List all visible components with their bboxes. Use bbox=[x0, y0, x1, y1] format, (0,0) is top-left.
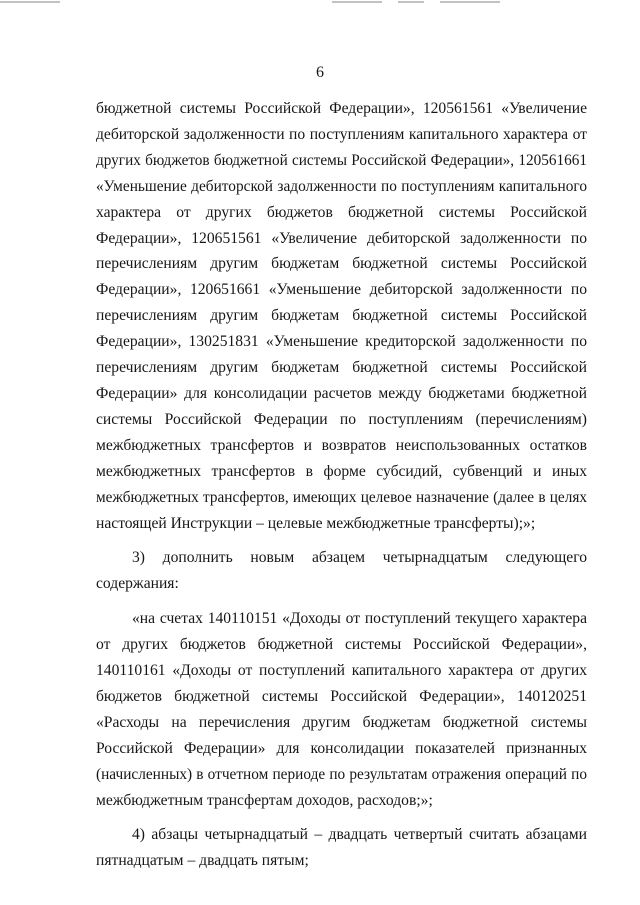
scan-edge-artifact bbox=[0, 0, 640, 5]
text-line: Федерации» для консолидации расчетов между бюджетами бюджетной bbox=[96, 384, 587, 402]
paragraph-continuation bbox=[96, 96, 587, 536]
text-line: бюджетов бюджетной системы Российской Федерации», 140120251 bbox=[96, 687, 587, 705]
text-line: «Уменьшение дебиторской задолженности по поступлениям капитального bbox=[96, 177, 587, 195]
text-line: Федерации», 120651561 «Увеличение дебиторской задолженности по bbox=[96, 229, 587, 247]
page-number: 6 bbox=[316, 64, 324, 81]
paragraph-item-3 bbox=[96, 545, 587, 597]
text-line: от других бюджетов бюджетной системы Российской Федерации», bbox=[96, 636, 587, 654]
text-line: перечислениям другим бюджетам бюджетной системы Российской bbox=[96, 359, 587, 377]
text-line: других бюджетов бюджетной системы Российской Федерации», 120561661 bbox=[96, 151, 587, 169]
text-line: системы Российской Федерации по поступлениям (перечислениям) bbox=[96, 410, 587, 428]
text-line: межбюджетным трансфертам доходов, расходов;»; bbox=[96, 791, 433, 809]
text-line: «на счетах 140110151 «Доходы от поступлений текущего характера bbox=[132, 610, 587, 628]
text-line: 4) абзацы четырнадцатый – двадцать четвертый считать абзацами bbox=[132, 826, 587, 844]
text-line: настоящей Инструкции – целевые межбюджетные трансферты);»; bbox=[96, 514, 536, 532]
text-line: межбюджетных трансфертов в форме субсидий, субвенций и иных bbox=[96, 462, 587, 480]
text-line: дебиторской задолженности по поступлениям капитального характера от bbox=[96, 125, 587, 143]
text-line: межбюджетных трансфертов, имеющих целевое назначение (далее в целях bbox=[96, 488, 587, 506]
document-body bbox=[96, 96, 587, 874]
text-line: пятнадцатым – двадцать пятым; bbox=[96, 852, 309, 870]
text-line: характера от других бюджетов бюджетной системы Российской bbox=[96, 203, 587, 221]
text-line: 3) дополнить новым абзацем четырнадцатым следующего bbox=[132, 549, 587, 567]
text-line: Федерации», 120651661 «Уменьшение дебиторской задолженности по bbox=[96, 281, 587, 299]
text-line: 140110161 «Доходы от поступлений капитального характера от других bbox=[96, 662, 587, 680]
text-line: содержания: bbox=[96, 575, 179, 593]
text-line: (начисленных) в отчетном периоде по результатам отражения операций по bbox=[96, 765, 587, 783]
paragraph-quoted-text bbox=[96, 606, 587, 813]
text-line: перечислениям другим бюджетам бюджетной системы Российской bbox=[96, 255, 587, 273]
text-line: Российской Федерации» для консолидации показателей признанных bbox=[96, 739, 587, 757]
paragraph-item-4 bbox=[96, 822, 587, 874]
text-line: Федерации», 130251831 «Уменьшение кредиторской задолженности по bbox=[96, 333, 587, 351]
text-line: «Расходы на перечисления другим бюджетам бюджетной системы bbox=[96, 713, 587, 731]
text-line: перечислениям другим бюджетам бюджетной системы Российской bbox=[96, 307, 587, 325]
text-line: бюджетной системы Российской Федерации», 120561561 «Увеличение bbox=[96, 100, 587, 117]
text-line: межбюджетных трансфертов и возвратов неиспользованных остатков bbox=[96, 436, 587, 454]
